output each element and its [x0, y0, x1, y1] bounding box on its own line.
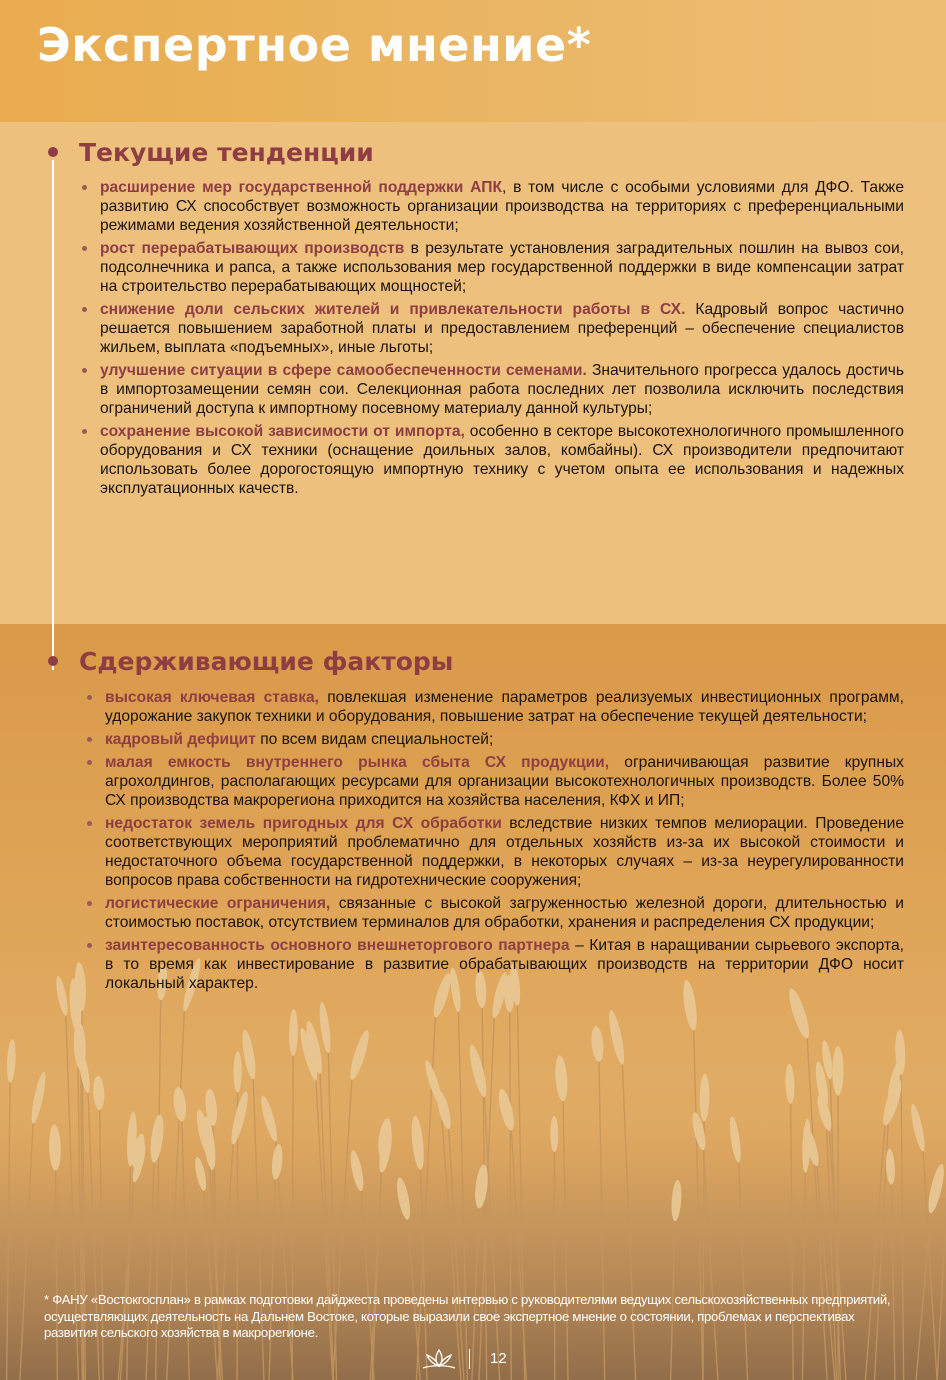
trends-heading: Текущие тенденции	[79, 138, 374, 167]
list-item	[100, 239, 904, 296]
constraints-list	[105, 688, 904, 997]
wheat-ear	[467, 1043, 490, 1098]
item-text: , в том числе с особыми условиями для ДФО. Также развитию СХ способствует возможность организации производства на территориях с преференциальными режимами ведения хозяйственной деятельности;	[100, 179, 904, 234]
wheat-ear	[606, 1009, 627, 1065]
list-item	[100, 422, 904, 498]
list-item	[105, 753, 904, 810]
footnote: * ФАНУ «Востокгосплан» в рамках подготовки дайджеста проведены интервью с руководителями ведущих сельскохозяйственных предприятий, осуществляющих деятельность на Дальнем Востоке, которые выразили свое экспертное мнение о состоянии, проблемах и перспективах развития сельского хозяйства в макрорегионе.	[44, 1292, 891, 1340]
item-highlight: сохранение высокой зависимости от импорта,	[100, 423, 465, 440]
wheat-ear	[832, 1046, 843, 1095]
wheat-ear	[233, 1051, 241, 1092]
trends-list	[100, 178, 904, 502]
list-item	[105, 814, 904, 890]
item-highlight: расширение мер государственной поддержки АПК	[100, 179, 502, 196]
wheat-ear	[785, 1064, 796, 1104]
item-highlight: логистические ограничения,	[105, 895, 331, 912]
bullet-dot-icon	[48, 656, 58, 666]
wheat-ear	[699, 1074, 709, 1122]
item-highlight: малая емкость внутреннего рынка сбыта СХ продукции,	[105, 754, 610, 771]
wheat-ear	[318, 1001, 333, 1053]
wheat-ear	[6, 1039, 17, 1083]
wheat-ear	[29, 1071, 48, 1124]
item-text: особенно в секторе высокотехнологичного промышленного оборудования и СХ техники (оснащение доильных залов, комбайны). СХ производители предпочитают использовать более дорогостоящую импортную технику с учетом опыта ее использования и надежных эксплуатационных качеств.	[100, 423, 904, 497]
wheat-ear	[92, 1076, 105, 1111]
item-text: ограничивающая развитие крупных агрохолдингов, располагающих ресурсами для организации высокотехнологичных производств. Более 50% СХ производства макрорегиона приходится на хозяйства населения, КФХ и ИП;	[105, 754, 904, 809]
bullet-dot-icon	[48, 147, 58, 157]
constraints-heading: Сдерживающие факторы	[79, 647, 454, 676]
list-item	[100, 300, 904, 357]
item-highlight: высокая ключевая ставка,	[105, 689, 320, 706]
wheat-ear	[172, 1086, 188, 1122]
timeline-line	[52, 160, 54, 670]
item-highlight: снижение доли сельских жителей и привлекательности работы в СХ.	[100, 301, 686, 318]
list-item	[105, 894, 904, 932]
page-title: Экспертное мнение*	[37, 18, 592, 72]
wheat-ear	[554, 1055, 569, 1102]
wheat-ear	[289, 1009, 298, 1056]
item-text: Значительного прогресса удалось достичь в импортозамещении семян сои. Селекционная работа последних лет позволила исключить последствия ограничений доступа к импортному посевному материалу данной культуры;	[100, 362, 904, 417]
wheat-ear	[240, 1029, 258, 1080]
footer-separator	[469, 1349, 470, 1369]
item-highlight: рост перерабатывающих производств	[100, 240, 405, 257]
list-item	[100, 178, 904, 235]
item-text: в результате установления заградительных пошлин на вывоз сои, подсолнечника и рапса, а также использования мер государственной поддержки в виде компенсации затрат на строительство перерабатывающих мощностей;	[100, 240, 904, 295]
list-item	[105, 730, 904, 749]
item-highlight: заинтересованность основного внешнеторгового партнера	[105, 937, 570, 954]
list-item	[105, 688, 904, 726]
list-item	[100, 361, 904, 418]
item-text: – Китая в наращивании сырьевого экспорта, в то время как инвестирование в развитие обрабатывающих производств на территории ДФО носит локальный характер.	[105, 937, 904, 992]
wheat-ear	[347, 1029, 372, 1082]
item-highlight: кадровый дефицит	[105, 731, 256, 748]
item-highlight: недостаток земель пригодных для СХ обработки	[105, 815, 502, 832]
item-text: по всем видам специальностей;	[255, 731, 494, 748]
page-number: 12	[490, 1350, 507, 1367]
wheat-ear	[422, 1059, 445, 1107]
lotus-logo-icon	[421, 1347, 457, 1371]
wheat-ear	[73, 1021, 87, 1070]
item-text: вследствие низких темпов мелиорации. Проведение соответствующих мероприятий проблематично для отдельных хозяйств из-за их высокой стоимости и недостаточного объема государственной поддержки, в некоторых случаях – из-за неурегулированности вопросов права собственности на гидротехнические сооружения;	[105, 815, 904, 889]
wheat-ear	[54, 975, 70, 1016]
wheat-ear	[590, 1026, 605, 1062]
item-text: Кадровый вопрос частично решается повышением заработной платы и предоставлением преференций – обеспечение специалистов жильем, выплата «подъемных», иные льготы;	[100, 301, 904, 356]
item-text: повлекшая изменение параметров реализуемых инвестиционных программ, удорожание закупок техники и оборудования, повышение затрат на обеспечение текущей деятельности;	[105, 689, 904, 725]
item-text: связанные с высокой загруженностью железной дороги, длительностью и стоимостью поставок, отсутствием терминалов для обработки, хранения и распределения СХ продукции;	[105, 895, 904, 931]
item-highlight: улучшение ситуации в сфере самообеспеченности семенами.	[100, 362, 587, 379]
list-item	[105, 936, 904, 993]
